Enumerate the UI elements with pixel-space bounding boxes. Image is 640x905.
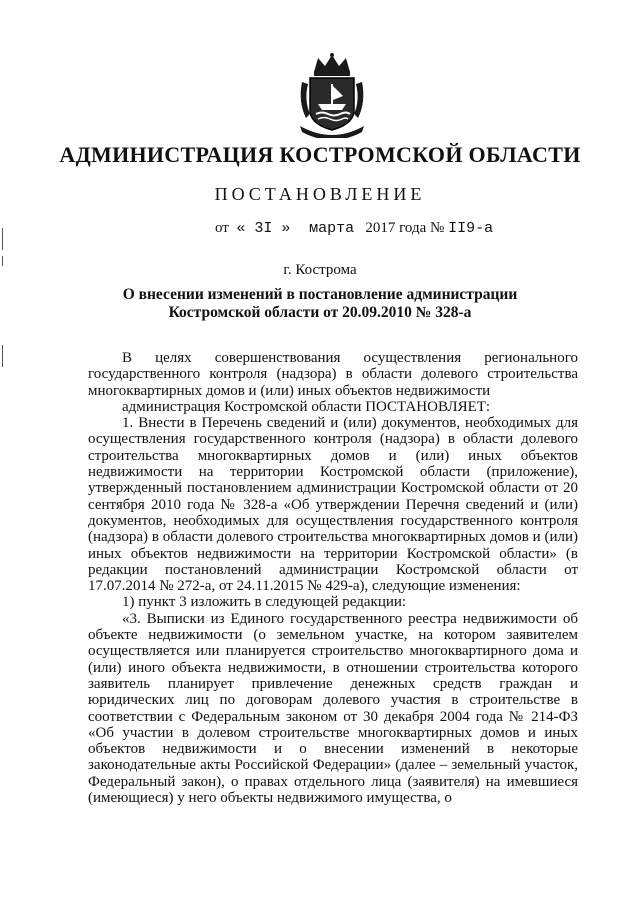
document-number: II9-а [448,220,494,237]
date-month: марта [309,220,355,237]
document-body [88,350,578,806]
document-subject [90,286,550,322]
date-number-line [215,218,493,239]
city: г. Кострома [283,262,357,278]
scan-margin-mark [2,345,3,367]
body-paragraph: 1. Внести в Перечень сведений и (или) документов, необходимых для осуществления государственного контроля (надзора) в области долевого строительства многоквартирных домов и (или) иных объектов недвижимости на территории Костромской области (приложение), утвержденный постановлением администрации Костромской области от 20 сентября 2010 года № 328-а «Об утверждении Перечня сведений и (или) документов, необходимых для осуществления государственного контроля (надзора) в области долевого строительства многоквартирных домов и (или) иных объектов недвижимости на территории Костромской области» (в редакции постановлений администрации Костромской области от 17.07.2014 № 272-а, от 24.11.2015 № 429-а), следующие изменения: [88,415,578,595]
body-paragraph: В целях совершенствования осуществления регионального государственного контроля (надзора) в области долевого строительства многоквартирных домов и (или) иных объектов недвижимости [88,350,578,399]
subject-line: О внесении изменений в постановление администрации [122,286,518,303]
date-year: 2017 года [365,220,427,236]
subject-line: Костромской области от 20.09.2010 № 328-а [168,304,472,321]
organization-title: АДМИНИСТРАЦИЯ КОСТРОМСКОЙ ОБЛАСТИ [59,142,581,167]
document-type: ПОСТАНОВЛЕНИЕ [214,184,426,204]
number-sign: № [430,220,445,236]
resolution-clause: администрация Костромской области ПОСТАНОВЛЯЕТ: [122,398,491,415]
coat-of-arms-emblem [296,52,368,138]
body-paragraph: 1) пункт 3 изложить в следующей редакции: [122,594,407,611]
date-prefix: от [215,220,229,236]
date-day: « 3I » [236,220,291,237]
scan-margin-mark [2,228,3,250]
body-paragraph: «3. Выписки из Единого государственного реестра недвижимости об объекте недвижимости (о земельном участке, на котором заявителем осуществляется или планируется строительство многоквартирного дома и (или) иного объекта недвижимости, в отношении строительства которого заявитель планирует привлечение денежных средств граждан и юридических лиц по договорам долевого участия в строительстве в соответствии с Федеральным законом от 30 декабря 2004 года № 214-ФЗ «Об участии в долевом строительстве многоквартирных домов и иных объектов недвижимости и о внесении изменений в некоторые законодательные акты Российской Федерации» (далее – земельный участок, Федеральный закон), о правах отдельного лица (заявителя) на имевшиеся (имеющиеся) у него объекты недвижимого имущества, о [88,610,578,807]
